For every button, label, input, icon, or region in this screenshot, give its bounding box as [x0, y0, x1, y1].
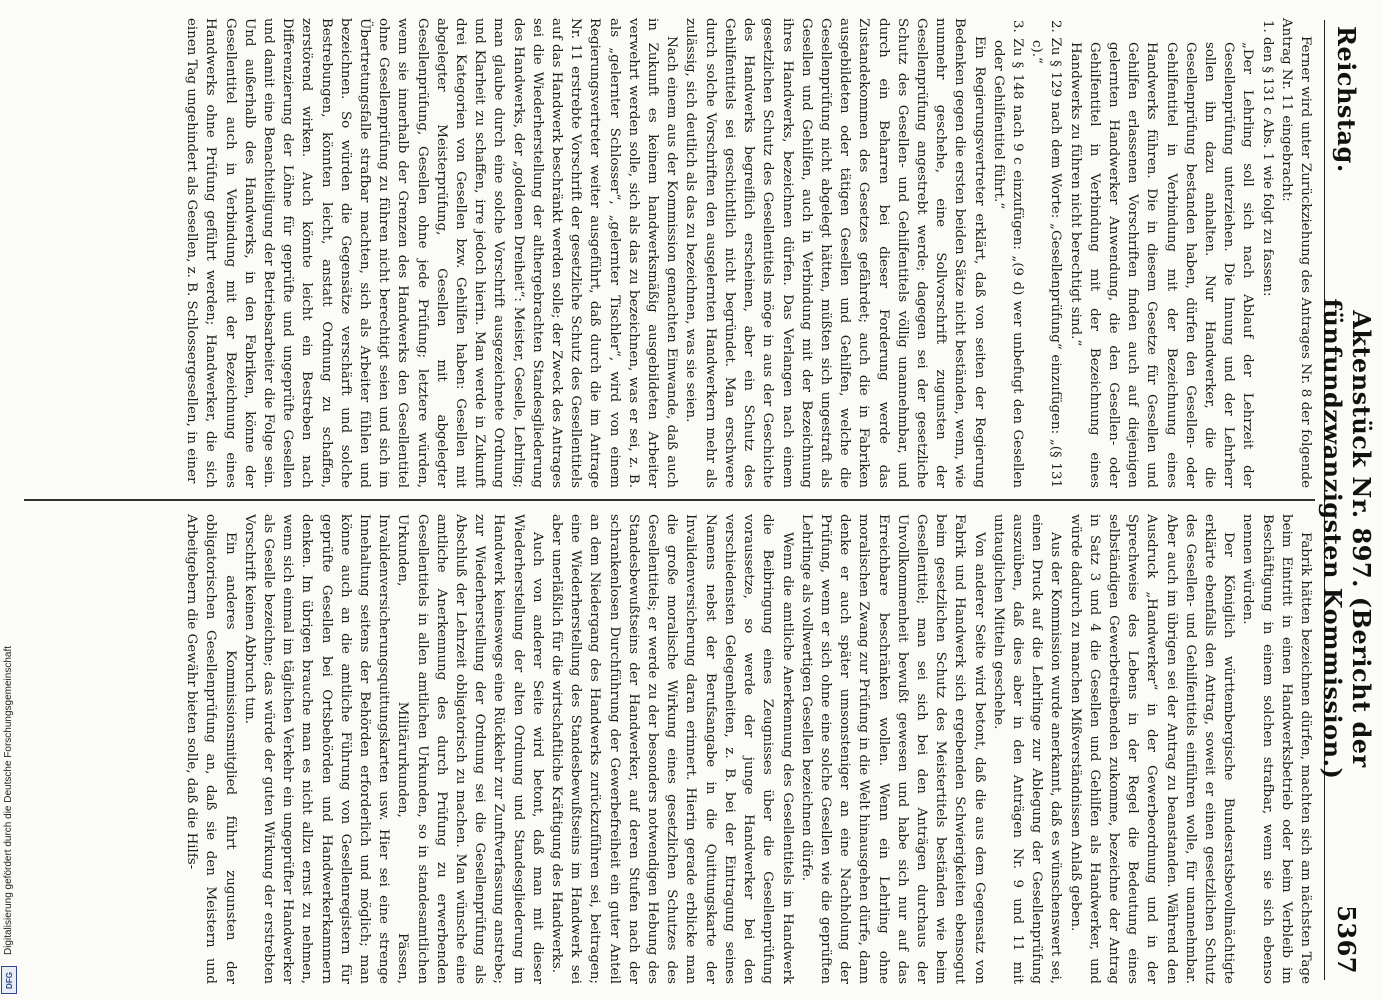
- header-left: Reichstag.: [1332, 26, 1362, 173]
- paragraph: 1. den § 131 c Abs. 1 wie folgt zu fassen:: [1259, 20, 1275, 297]
- paragraph: Fabrik hätten bezeichnen dürfen, machten sich am nächsten Tage beim Eintritt in einen Handwerksbetrieb oder beim Verbleib im Beschäftigung in einem solchen strafbar, wenn sie sich ebenso nennen würden.: [1240, 514, 1313, 984]
- right-column: [24, 514, 1315, 984]
- header-title: Aktenstück Nr. 897. (Bericht der fünfundzwanzigsten Kommission.): [1318, 298, 1376, 780]
- paragraph: Wenn die amtliche Anerkennung des Gesellentitels im Handwerk die Beibringung eines Zeugnisses über die Gesellenprüfung voraussetze, so werde der junge Handwerker bei den verschiedensten Gelegenheiten, z. B. bei der Eintragung seines Namens nebst der Berufsangabe in die Quittungskarte der Invalidenversicherung daran erinnert. Hierin gerade erblicke man die große moralische Wirkung eines gesetzlichen Schutzes des Gesellentitels; er werde zu der besonders notwendigen Hebung des Standesbewußtseins der Handwerker, auf deren Stufen nach der schrankenlosen Durchführung der Gewerbefreiheit ein guter Anteil an dem Niedergang des Handwerks zurückzuführen sei, beitragen; eine Wiederherstellung des Standesbewußtseins im Handwerk sei aber unerläßlich für die wirtschaftliche Kräftigung des Handwerks.: [549, 514, 795, 984]
- paragraph: Nach einem aus der Kommission gemachten Einwande, daß auch in Zukunft es keinem handwerksmäßig ausgebildeten Arbeiter verwehrt werden solle, sich als das zu bezeichnen, was er sei, z. B. als „gelernter Schlosser“, „gelernter Tischler“, wird von einem Regierungsvertreter weiter ausgeführt, daß durch die im Antrage Nr. 11 erstrebte Vorschrift der gesetzliche Schutz des Gesellentitels auf das Handwerk beschränkt werden solle; der Zweck des Antrages sei die Wiederherstellung der althergebrachten Standesgliederung des Handwerks, der „goldenen Dreiheit“: Meister, Geselle, Lehrling; man glaube durch eine solche Vorschrift ausgezeichnete Ordnung und Klarheit zu schaffen, irre jedoch hierin. Man werde in Zukunft drei Kategorien von Gesellen bzw. Gehilfen haben: Gesellen mit abgelegter Meisterprüfung, Gesellen mit abgelegter Gesellenprüfung, Gesellen ohne jede Prüfung; letztere würden, wenn sie innerhalb der Grenzen des Handwerks den Gesellentitel ohne Gesellenprüfung zu führen nicht berechtigt seien und sich im Übertretungsfalle strafbar machten, sich als Arbeiter fühlen und bezeichnen. So würden die Gegensätze verschärft und solche Bestrebungen, könnten leicht, anstatt Ordnung zu schaffen, zerstörend wirken. Auch könnte leicht ein Bestreben nach Differenzierung der Löhne für geprüfte und ungeprüfte Gesellen und damit eine Benachteiligung der Betriebsarbeiter die Folge sein. Und außerhalb des Handwerks, in den Fabriken, könne der Gesellentitel auch in Verbindung mit der Bezeichnung eines Handwerks ohne Prüfung geführt werden; Handwerker, die sich einen Tag ungehindert als Gesellen, z. B. Schlossergesellen, in einer: [184, 18, 680, 488]
- digitization-note: [2, 610, 16, 990]
- paragraph: „Der Lehrling soll sich nach Ablauf der Lehrzeit der Gesellenprüfung unterziehen. Die Innung und der Lehrherr sollen ihn dazu anhalten. Nur Handwerker, die die Gesellenprüfung bestanden haben, dürfen den Gesellen- oder Gehilfentitel in Verbindung mit der Bezeichnung eines Handwerks führen. Die in diesem Gesetze für Gesellen und Gehilfen erlassenen Vorschriften finden auch auf diejenigen gelernten Handwerker Anwendung, die den Gesellen- oder Gehilfentitel in Verbindung mit der Bezeichnung eines Handwerks zu führen nicht berechtigt sind.“: [1067, 42, 1256, 488]
- paragraph: Ferner wird unter Zurückziehung des Antrages Nr. 8 der folgende Antrag Nr. 11 eingebracht:: [1278, 18, 1313, 488]
- page-number: 5367: [1332, 905, 1362, 974]
- column-divider: [24, 499, 1315, 501]
- paragraph: 2. Zu § 129 nach dem Worte: „Gesellenprüfung“ einzufügen: „(§ 131 c).“: [1029, 20, 1064, 488]
- paragraph: Aus der Kommission wurde anerkannt, daß es wünschenswert sei, einen Druck auf die Lehrlinge zur Ablegung der Gesellenprüfung auszuüben, daß dies aber in den Anträgen Nr. 9 und 11 mit untauglichen Mitteln geschehe.: [990, 514, 1064, 984]
- paragraph: Auch von anderer Seite wird betont, daß man mit dieser Wiederherstellung der alten Ordnung und Standesgliederung im Handwerk keineswegs eine Rückkehr zur Zunftverfassung anstrebe; zur Wiederherstellung der Ordnung sei die Gesellenprüfung als Abschluß der Lehrzeit obligatorisch zu machen. Man wünsche eine amtliche Anerkennung des durch Prüfung zu erwerbenden Gesellentitels in allen amtlichen Urkunden, so in standesamtlichen Urkunden, Militärurkunden, Pässen, Invalidenversicherungsquittungskarten usw. Hier sei eine strenge Innehaltung seitens der Behörden erforderlich und möglich; man könne auch an die amtliche Führung von Gesellenregistern für geprüfte Gesellen bei Ortsbehörden und Handwerkerkammern denken. Im übrigen brauche man es nicht allzu ernst zu nehmen, wenn sich einmal im täglichen Verkehr ein ungeprüfter Handwerker als Geselle bezeichne; das würde der guten Wirkung der erstrebten Vorschrift keinen Abbruch tun.: [241, 514, 545, 984]
- dfg-logo: [1, 966, 17, 994]
- paragraph: 3. Zu § 148 nach 9 c einzufügen: „(9 d) wer unbefugt den Gesellen oder Gehilfentitel führt.“: [990, 20, 1025, 488]
- paragraph: Ein Regierungsvertreter erklärt, daß von seiten der Regierung Bedenken gegen die ersten beiden Sätze nicht beständen, wenn, wie nunmehr geschehe, eine Sollvorschrift zugunsten der Gesellenprüfung angestrebt werde; dagegen sei der gesetzliche Schutz des Gesellen- und Gehilfentitels völlig unannehmbar, und durch ein Beharren bei dieser Forderung werde das Zustandekommen des Gesetzes gefährdet; auch die in Fabriken ausgebildeten oder tätigen Gesellen und Gehilfen, welche die Gesellenprüfung nicht abgelegt hätten, müßten sich ungestraft als Gesellen und Gehilfen, auch in Verbindung mit der Bezeichnung ihres Handwerks, bezeichnen dürfen. Das Verlangen nach einem gesetzlichen Schutz des Gesellentitels möge in aus der Geschichte des Handwerks begreiflich erscheinen, aber ein Schutz des Gehilfentitels sei geschichtlich nicht begründet. Man erschwere durch solche Vorschriften den ausgelernten Handwerkern mehr als zulässig, sich deutlich als das zu bezeichnen, was sie seien.: [683, 18, 987, 488]
- paragraph: Von anderer Seite wird betont, daß die aus dem Gegensatz von Fabrik und Handwerk sich ergebenden Schwierigkeiten ebensogut beim gesetzlichen Schutz des Meistertitels beständen wie beim Gesellentitel; man sei sich bei den Anträgen durchaus der Unvollkommenheit bewußt gewesen und habe sich nur auf das Erreichbare beschränken wollen. Wenn ein Lehrling ohne moralischen Zwang zur Prüfung in die Welt hinausgehen dürfe, dann denke er auch später umsonsteniger an eine Nachholung der Prüfung, wenn er sich ohne eine solche Gesellen wie die geprüften Lehrlinge als vollwertigen Gesellen bezeichnen dürfe.: [798, 514, 987, 984]
- paragraph: Ein anderes Kommissionsmitglied führt zugunsten der obligatorischen Gesellenprüfung an, daß sie den Meistern und Arbeitgebern die Gewähr bieten solle, daß die Hilfs-: [184, 514, 238, 984]
- dfg-logo-text: DFG: [4, 971, 14, 989]
- page-header: [1318, 20, 1376, 980]
- paragraph: Der Königlich württembergische Bundesratsbevollmächtigte erklärte ebenfalls den Antrag, soweit er einen gesetzlichen Schutz des Gesellen- und Gehilfentitels einführen wolle, für unannehmbar. Aber auch im übrigen sei der Antrag zu beanstanden. Während den Ausdruck „Handwerker“ in der Gewerbeordnung und in der Sprechweise des Lebens in der Regel die Bedeutung eines selbständigen Gewerbetreibenden zukomme, bezeichne der Antrag in Satz 3 und 4 die Gesellen und Gehilfen als Handwerker, und würde dadurch zu manchen Mißverständnissen Anlaß geben.: [1067, 514, 1237, 984]
- digitization-note-text: Digitalisierung gefördert durch die Deutsche Forschungsgemeinschaft: [3, 645, 15, 955]
- left-column: [24, 18, 1315, 488]
